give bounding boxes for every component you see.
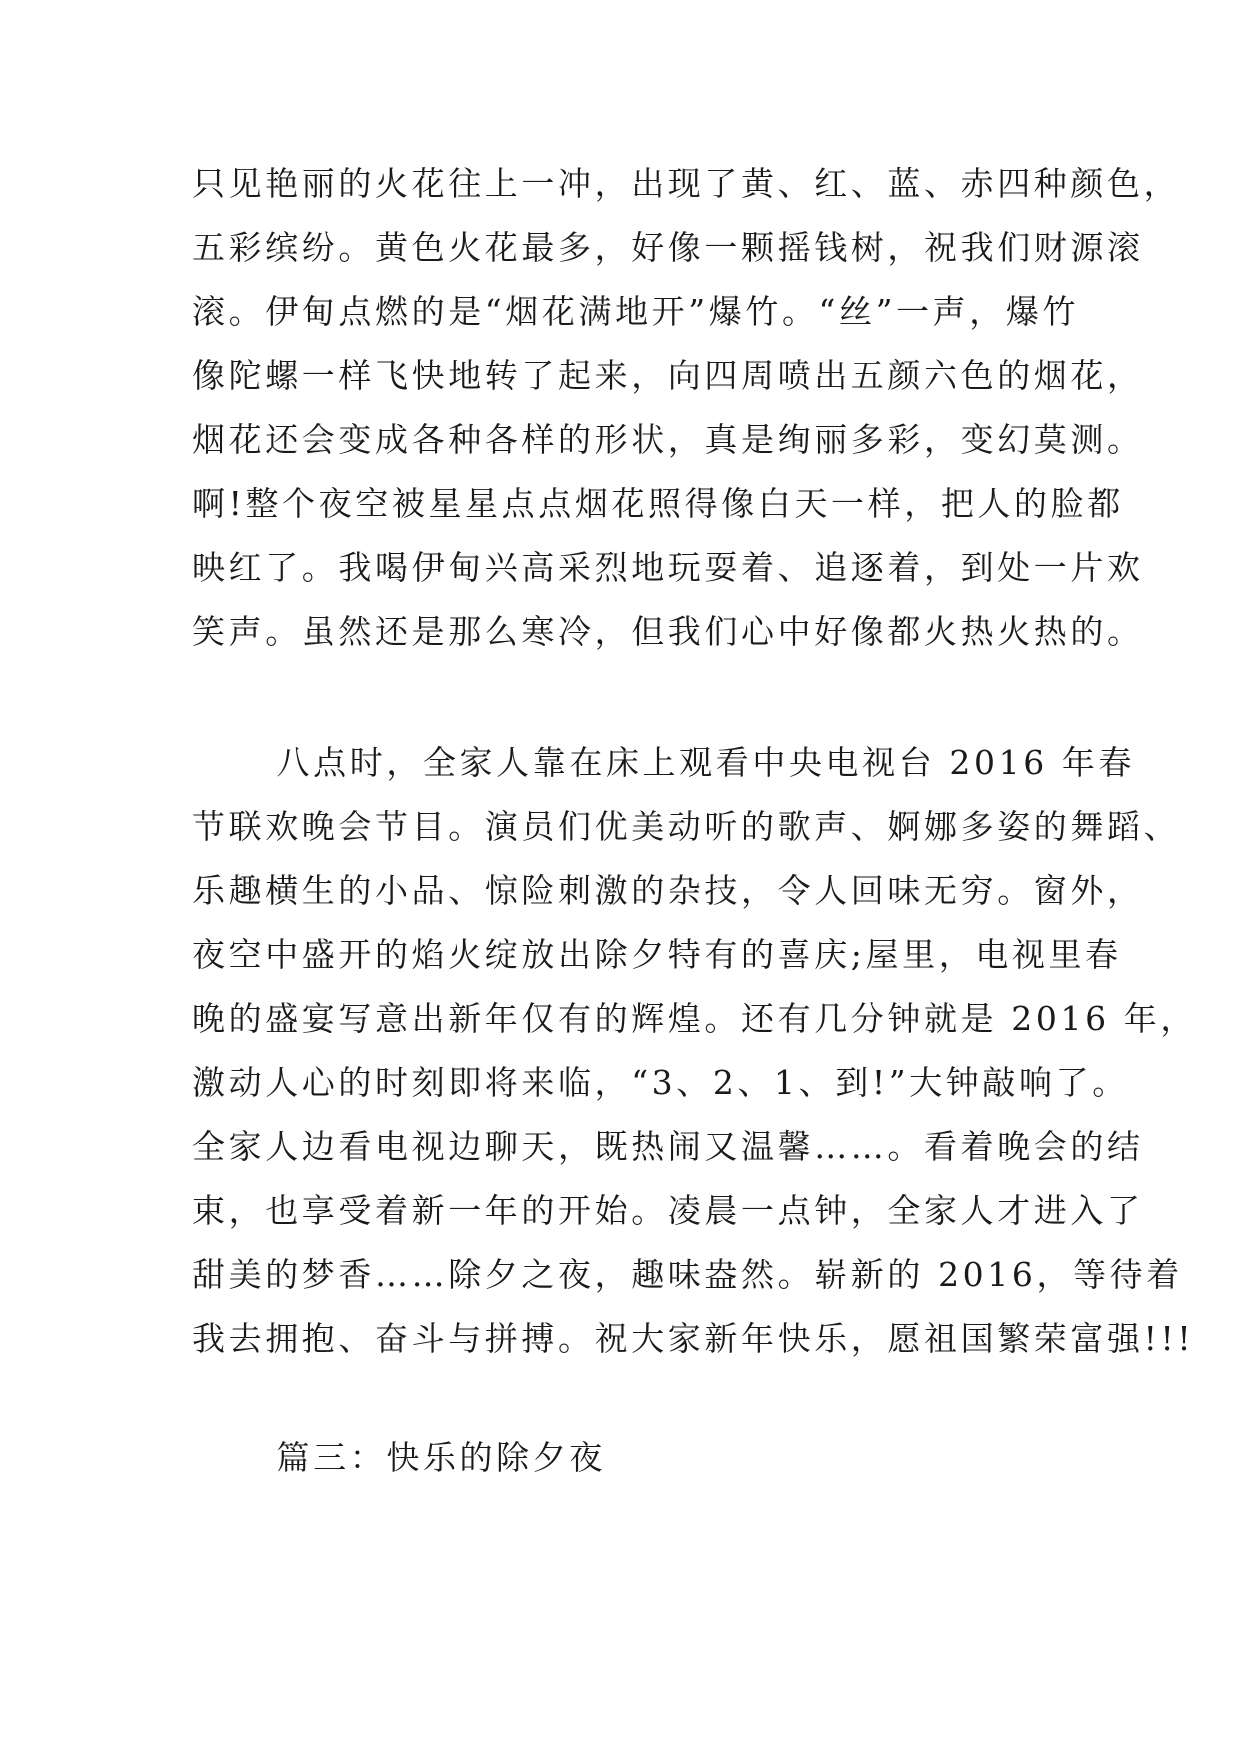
section-heading-text: 篇三：快乐的除夕夜 bbox=[192, 1438, 606, 1477]
text-line: 八点时，全家人靠在床上观看中央电视台 2016 年春 bbox=[192, 743, 1136, 782]
text-line: 笑声。虽然还是那么寒冷，但我们心中好像都火热火热的。 bbox=[192, 612, 1144, 651]
text-line: 只见艳丽的火花往上一冲，出现了黄、红、蓝、赤四种颜色， bbox=[192, 164, 1181, 203]
text-line: 像陀螺一样飞快地转了起来，向四周喷出五颜六色的烟花， bbox=[192, 356, 1144, 395]
text-line: 全家人边看电视边聊天，既热闹又温馨……。看着晚会的结 bbox=[192, 1127, 1144, 1166]
paragraph-fireworks bbox=[192, 152, 1181, 664]
section-heading bbox=[192, 1426, 1050, 1490]
text-line: 烟花还会变成各种各样的形状，真是绚丽多彩，变幻莫测。 bbox=[192, 420, 1144, 459]
text-line: 映红了。我喝伊甸兴高采烈地玩耍着、追逐着，到处一片欢 bbox=[192, 548, 1144, 587]
text-line: 滚。伊甸点燃的是“烟花满地开”爆竹。“丝”一声，爆竹 bbox=[192, 292, 1080, 331]
text-line: 激动人心的时刻即将来临，“3、2、1、到!”大钟敲响了。 bbox=[192, 1063, 1129, 1102]
paragraph-spring-gala bbox=[192, 731, 1197, 1371]
text-line: 我去拥抱、奋斗与拼搏。祝大家新年快乐，愿祖国繁荣富强!!! bbox=[192, 1319, 1195, 1358]
text-line: 啊!整个夜空被星星点点烟花照得像白天一样，把人的脸都 bbox=[192, 484, 1124, 523]
text-line: 束，也享受着新一年的开始。凌晨一点钟，全家人才进入了 bbox=[192, 1191, 1144, 1230]
text-line: 乐趣横生的小品、惊险刺激的杂技，令人回味无穷。窗外， bbox=[192, 871, 1144, 910]
text-line: 甜美的梦香……除夕之夜，趣味盎然。崭新的 2016，等待着 bbox=[192, 1255, 1183, 1294]
text-line: 节联欢晚会节目。演员们优美动听的歌声、婀娜多姿的舞蹈、 bbox=[192, 807, 1181, 846]
text-line: 夜空中盛开的焰火绽放出除夕特有的喜庆;屋里，电视里春 bbox=[192, 935, 1122, 974]
text-line: 五彩缤纷。黄色火花最多，好像一颗摇钱树，祝我们财源滚 bbox=[192, 228, 1144, 267]
text-line: 晚的盛宴写意出新年仅有的辉煌。还有几分钟就是 2016 年， bbox=[192, 999, 1197, 1038]
